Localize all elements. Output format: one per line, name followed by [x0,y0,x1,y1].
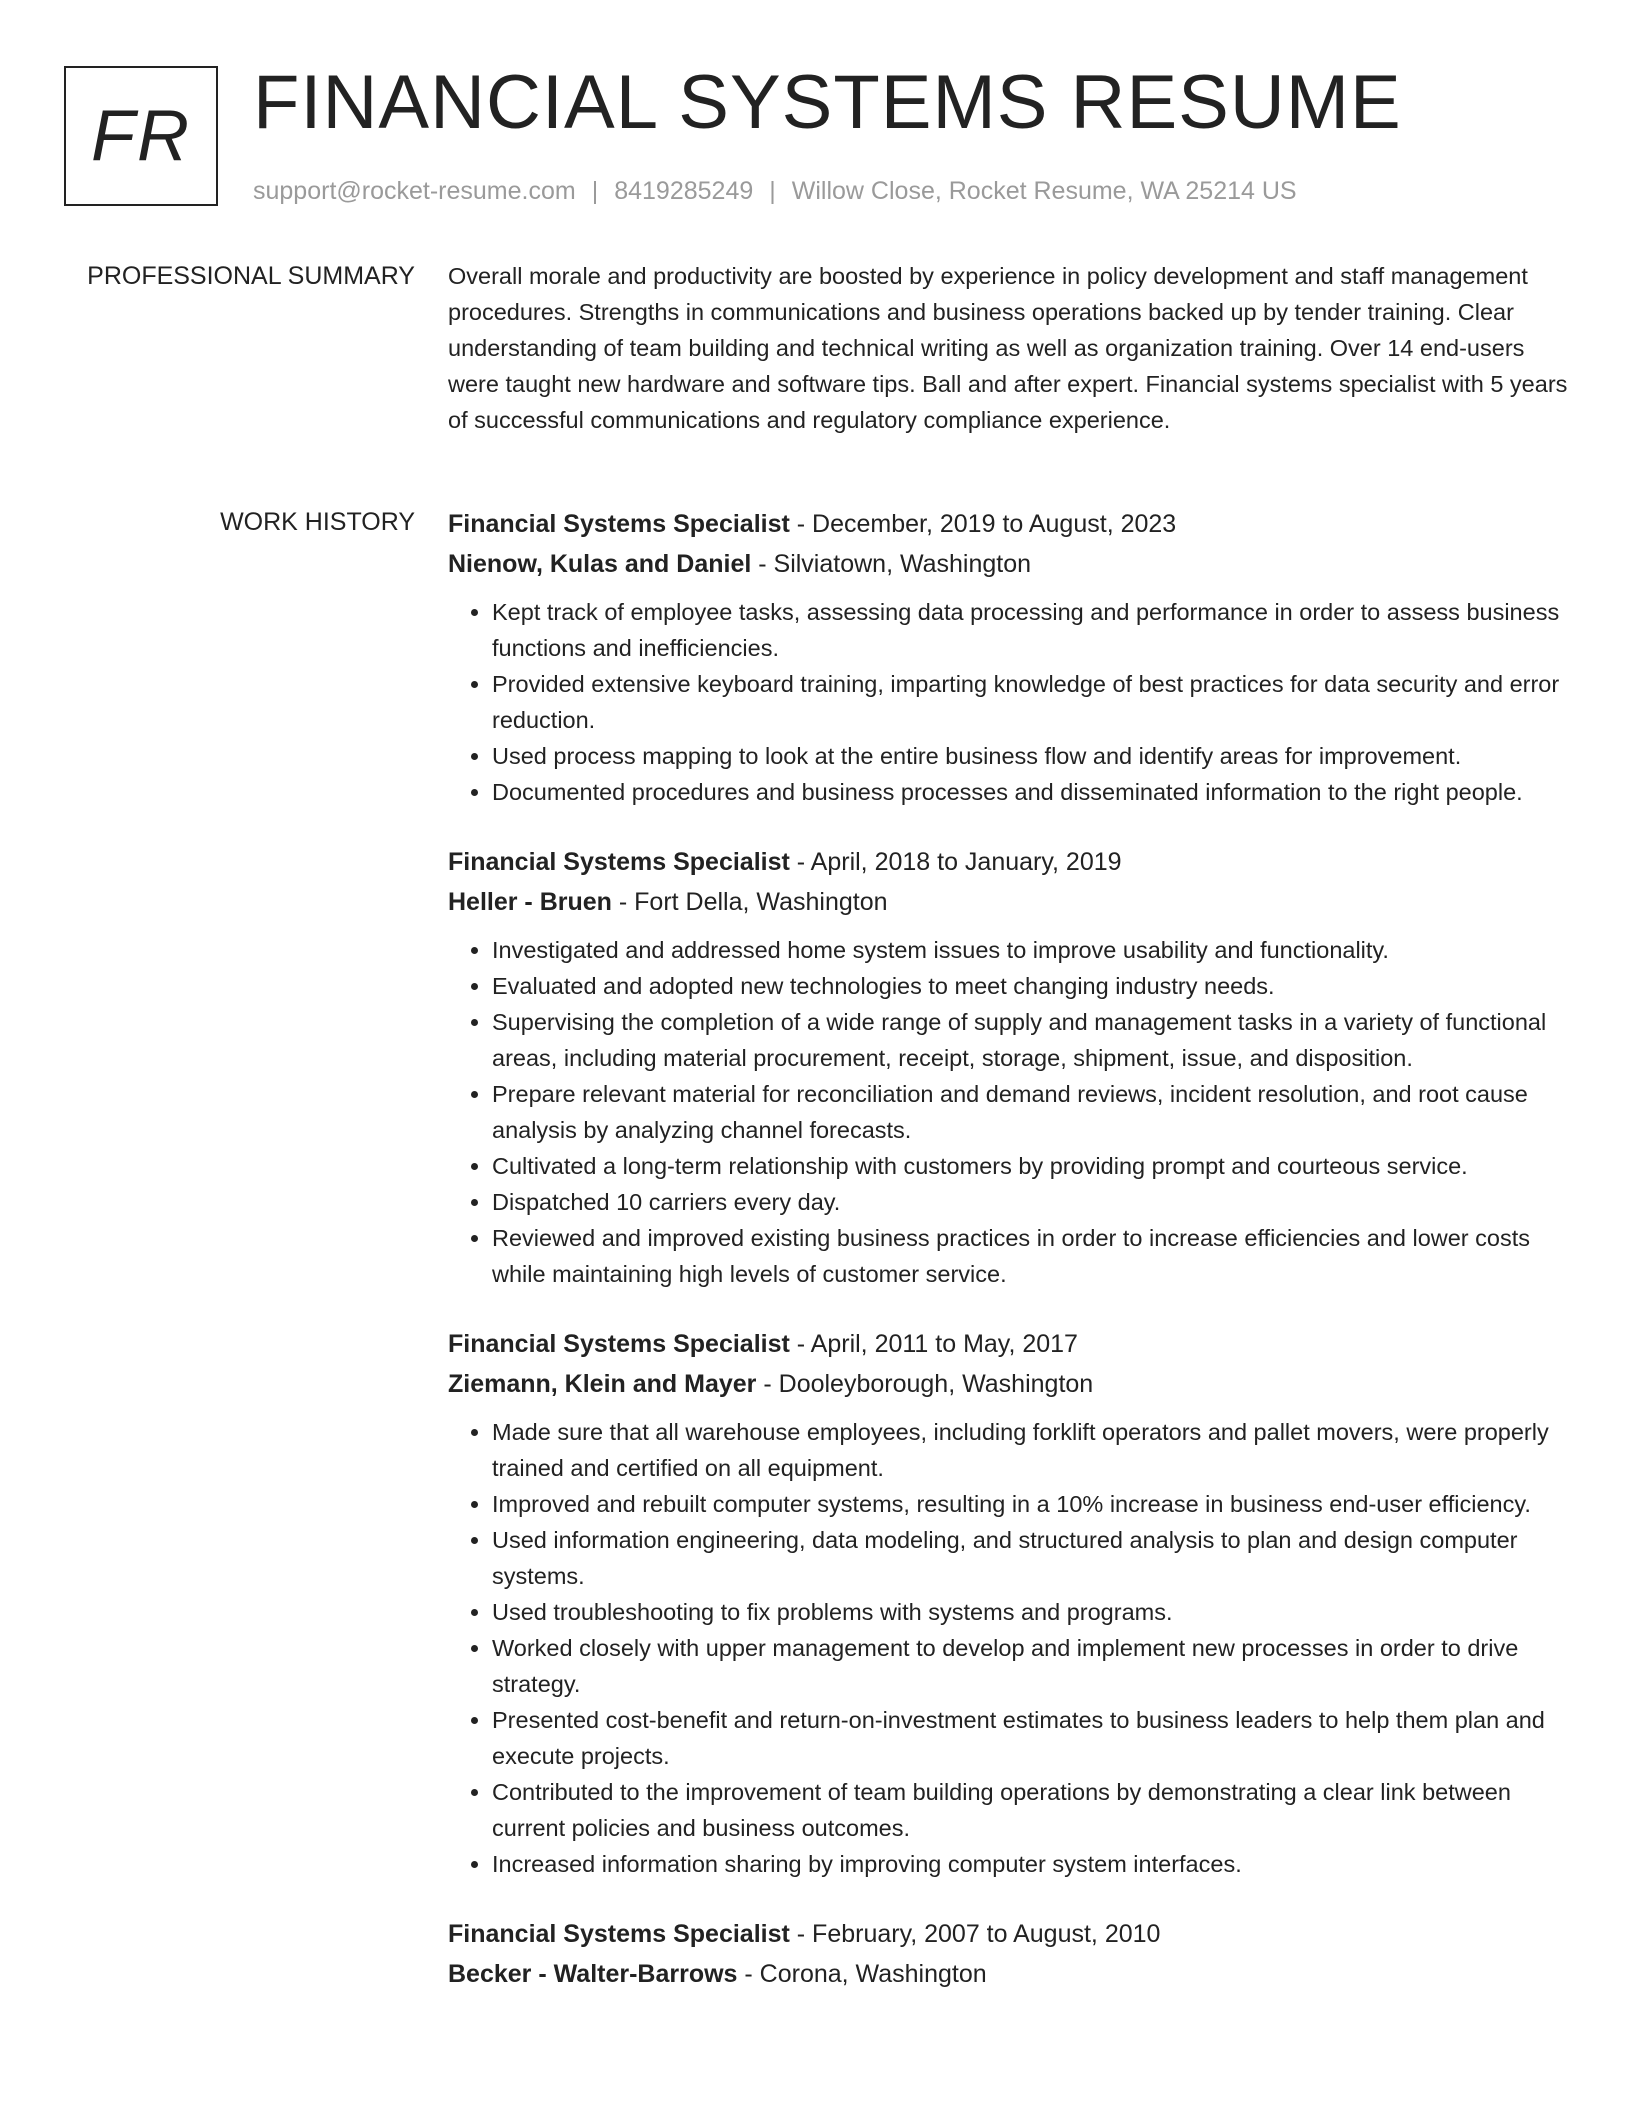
job-title-line: Financial Systems Specialist - April, 2011 to May, 2017 [448,1330,1078,1358]
job-title-line: Financial Systems Specialist - April, 2018 to January, 2019 [448,848,1122,876]
job-title-line: Financial Systems Specialist - December, 2019 to August, 2023 [448,510,1177,538]
contact-phone[interactable]: 8419285249 [614,177,754,205]
job-bullet: • Used information engineering, data modeling, and structured analysis to plan and design computer systems. [492,1522,1578,1594]
contact-address: Willow Close, Rocket Resume, WA 25214 US [791,177,1297,205]
job-bullet: • Prepare relevant material for reconciliation and demand reviews, incident resolution, and root cause analysis by analyzing channel forecasts. [492,1076,1578,1148]
job-bullet: • Used process mapping to look at the entire business flow and identify areas for improvement. [492,738,1578,774]
job-bullet: • Used troubleshooting to fix problems with systems and programs. [492,1594,1578,1630]
job-entry [448,1914,1578,1994]
job-entry [448,842,1578,1292]
job-dates: April, 2011 to May, 2017 [810,1330,1078,1358]
job-company-line: Heller - Bruen - Fort Della, Washington [448,888,888,916]
job-entry [448,1324,1578,1882]
job-entry [448,504,1578,810]
job-company: Heller - Bruen [448,888,612,916]
job-title: Financial Systems Specialist [448,1330,790,1358]
job-bullet: • Documented procedures and business processes and disseminated information to the right people. [492,774,1578,810]
contact-email[interactable]: support@rocket-resume.com [253,177,576,205]
job-company: Ziemann, Klein and Mayer [448,1370,757,1398]
job-bullet: • Increased information sharing by improving computer system interfaces. [492,1846,1578,1882]
job-bullet: • Supervising the completion of a wide range of supply and management tasks in a variety of functional areas, including material procurement, receipt, storage, shipment, issue, and disposition. [492,1004,1578,1076]
job-bullet: • Evaluated and adopted new technologies to meet changing industry needs. [492,968,1578,1004]
job-company-line: Becker - Walter-Barrows - Corona, Washington [448,1960,987,1988]
job-bullet: • Contributed to the improvement of team building operations by demonstrating a clear link between current policies and business outcomes. [492,1774,1578,1846]
job-bullet: • Investigated and addressed home system issues to improve usability and functionality. [492,932,1578,968]
job-bullet: • Worked closely with upper management to develop and implement new processes in order to drive strategy. [492,1630,1578,1702]
work-history-heading: WORK HISTORY [220,508,415,536]
job-bullets [448,1414,1578,1882]
job-bullet: • Provided extensive keyboard training, imparting knowledge of best practices for data security and error reduction. [492,666,1578,738]
job-dates: December, 2019 to August, 2023 [812,510,1177,538]
job-company-line: Nienow, Kulas and Daniel - Silviatown, Washington [448,550,1032,578]
job-bullets [448,932,1578,1292]
job-company: Becker - Walter-Barrows [448,1960,738,1988]
job-bullet: • Presented cost-benefit and return-on-investment estimates to business leaders to help them plan and execute projects. [492,1702,1578,1774]
job-list [448,504,1578,2026]
job-bullet: • Cultivated a long-term relationship with customers by providing prompt and courteous service. [492,1148,1578,1184]
contact-separator: | [769,177,776,205]
job-location: Fort Della, Washington [634,888,888,916]
resume-title: FINANCIAL SYSTEMS RESUME [253,60,1402,145]
job-dates: April, 2018 to January, 2019 [810,848,1122,876]
job-bullet: • Reviewed and improved existing business practices in order to increase efficiencies and lower costs while maintaining high levels of customer service. [492,1220,1578,1292]
job-company: Nienow, Kulas and Daniel [448,550,752,578]
summary-text: Overall morale and productivity are boosted by experience in policy development and staff management procedures. Strengths in communications and business operations backed up by tender training. Clear understanding of team building and technical writing as well as organization training. Over 14 end-users were taught new hardware and software tips. Ball and after expert. Financial systems specialist with 5 years of successful communications and regulatory compliance experience. [448,263,1568,433]
job-location: Corona, Washington [759,1960,987,1988]
job-bullet: • Kept track of employee tasks, assessing data processing and performance in order to assess business functions and inefficiencies. [492,594,1578,666]
contact-line [253,176,1297,206]
job-bullets [448,594,1578,810]
job-location: Silviatown, Washington [773,550,1032,578]
job-title: Financial Systems Specialist [448,1920,790,1948]
job-bullet: • Made sure that all warehouse employees, including forklift operators and pallet movers, were properly trained and certified on all equipment. [492,1414,1578,1486]
job-title: Financial Systems Specialist [448,510,790,538]
summary-heading: PROFESSIONAL SUMMARY [87,262,415,290]
job-bullet: • Improved and rebuilt computer systems, resulting in a 10% increase in business end-user efficiency. [492,1486,1578,1522]
monogram-logo: FR [64,66,218,206]
job-company-line: Ziemann, Klein and Mayer - Dooleyborough, Washington [448,1370,1094,1398]
job-dates: February, 2007 to August, 2010 [812,1920,1161,1948]
job-bullet: • Dispatched 10 carriers every day. [492,1184,1578,1220]
contact-separator: | [591,177,599,205]
job-title-line: Financial Systems Specialist - February, 2007 to August, 2010 [448,1920,1161,1948]
job-title: Financial Systems Specialist [448,848,790,876]
job-location: Dooleyborough, Washington [778,1370,1094,1398]
